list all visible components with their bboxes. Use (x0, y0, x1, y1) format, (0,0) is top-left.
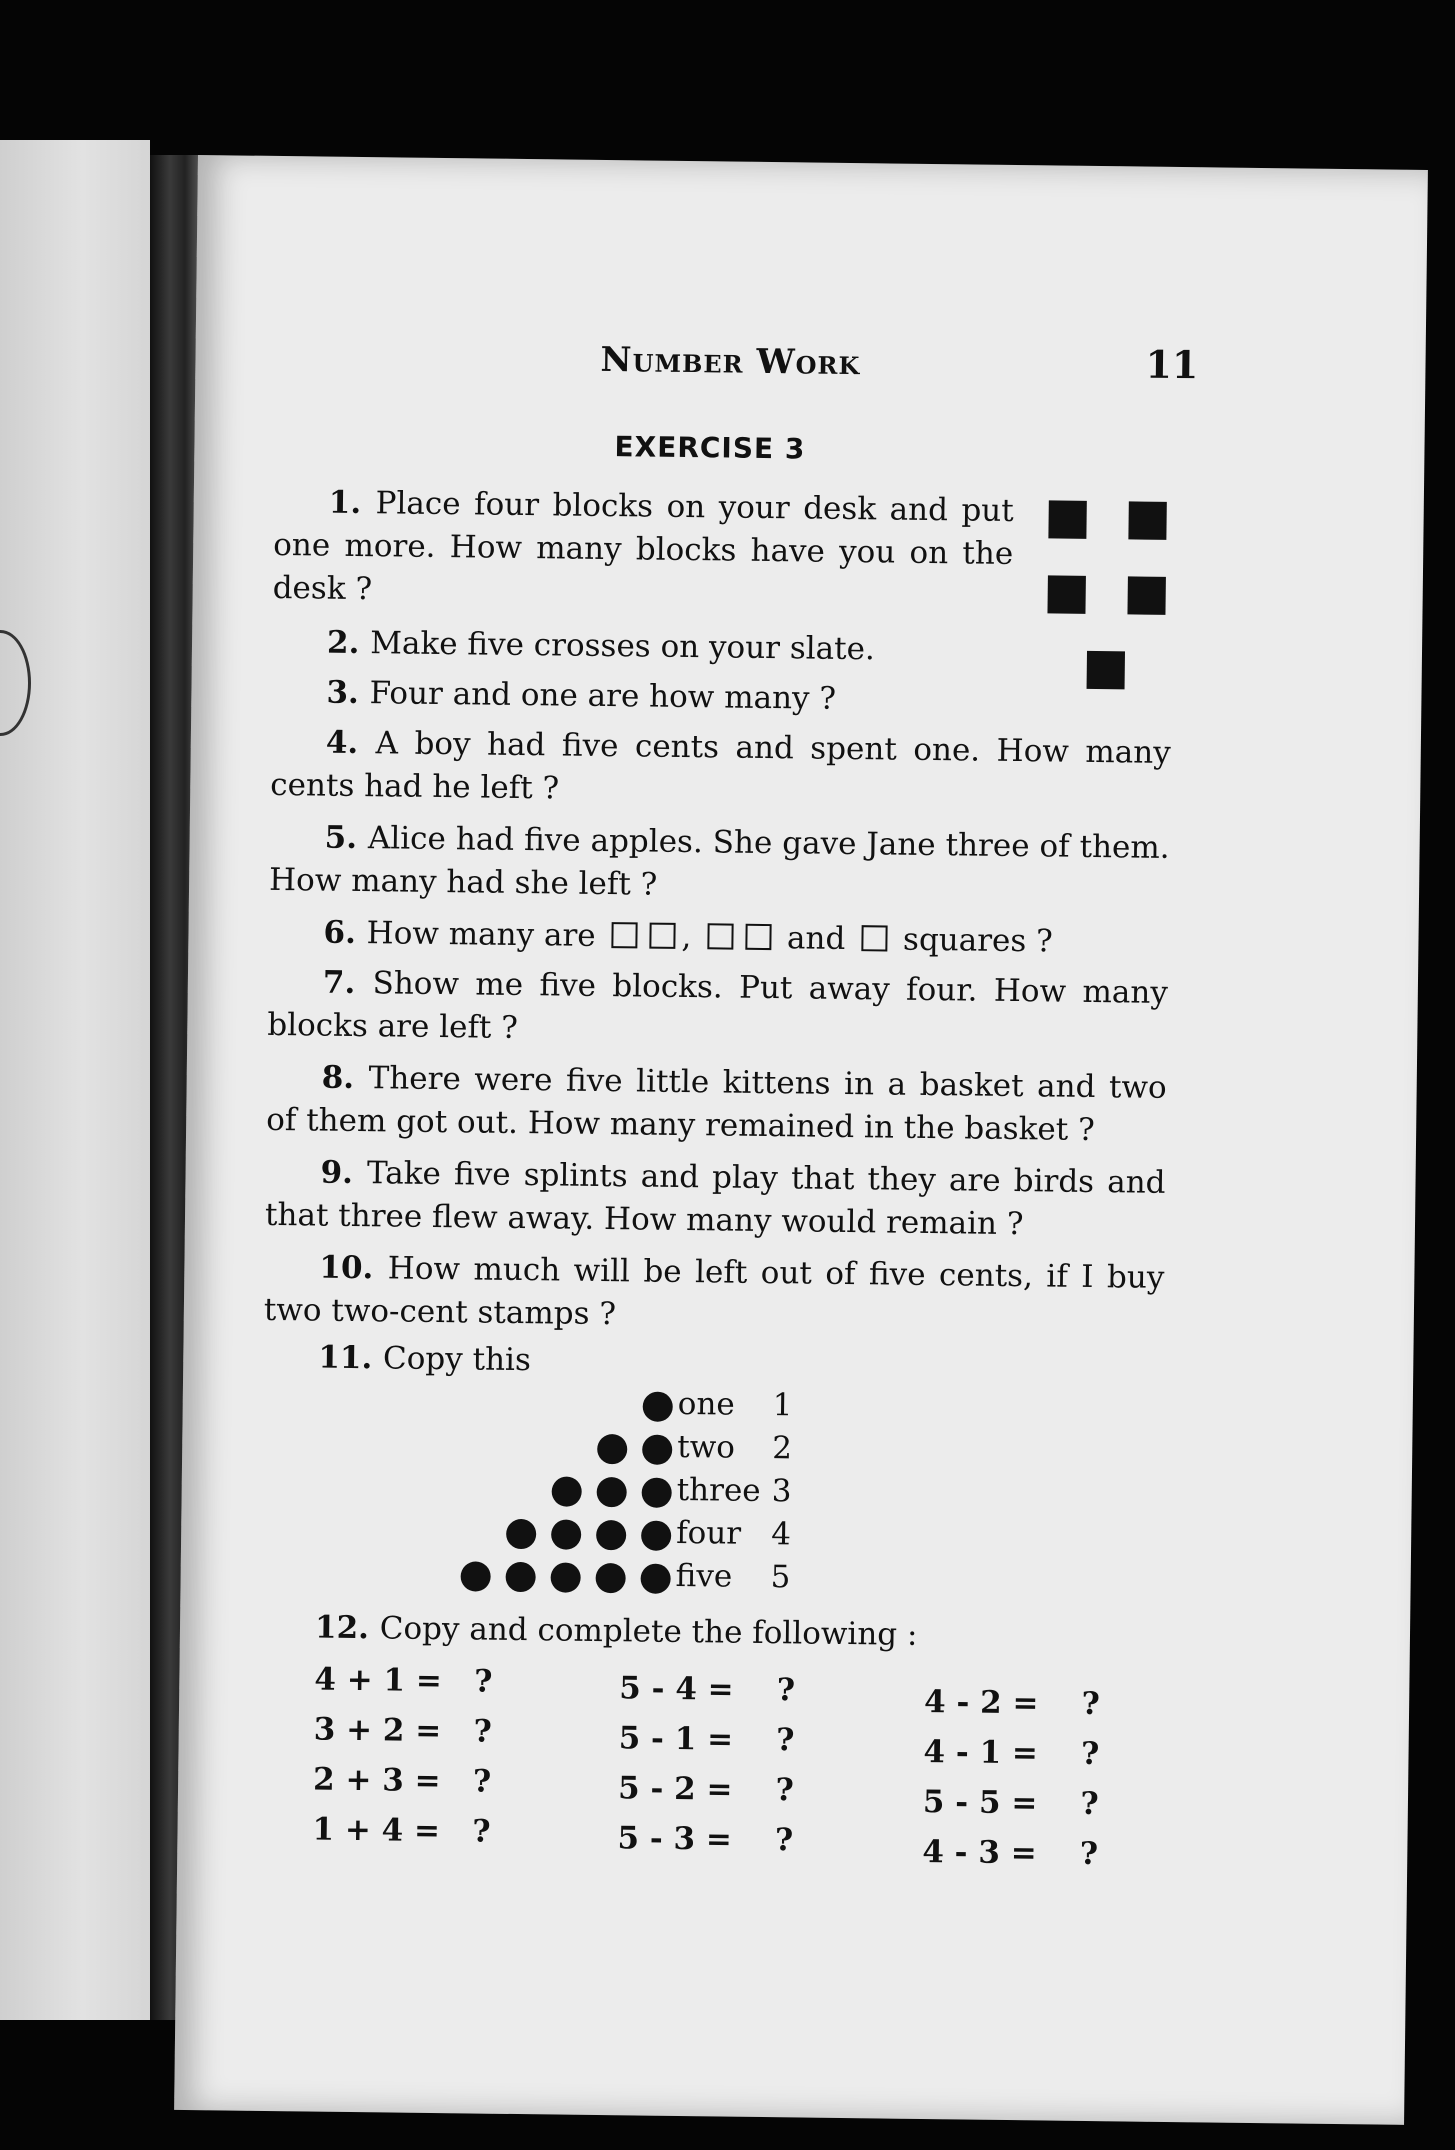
count-word: four (675, 1514, 742, 1552)
count-dot (597, 1434, 627, 1464)
question-9: 9. Take five splints and play that they are birds and that three flew away. How many would remain ? (264, 1154, 1166, 1243)
count-digit: 2 (772, 1430, 793, 1467)
square-icon (649, 923, 675, 949)
count-dot (640, 1564, 670, 1594)
block (1047, 575, 1085, 613)
count-dot (597, 1477, 627, 1507)
equation: 5 - 5 = ? (922, 1783, 1099, 1823)
facing-page-edge (0, 140, 150, 2020)
question-11: 11. Copy this (318, 1339, 532, 1379)
count-dot (643, 1392, 673, 1422)
count-dot (550, 1562, 580, 1592)
count-dot (642, 1435, 672, 1465)
equation: 4 + 1 = ? (314, 1661, 493, 1700)
equation: 4 - 3 = ? (922, 1833, 1099, 1873)
page-number: 11 (1145, 341, 1199, 388)
equation: 1 + 4 = ? (312, 1811, 491, 1850)
count-digit: 5 (770, 1559, 791, 1596)
count-dot (641, 1521, 671, 1551)
count-digit: 3 (771, 1473, 792, 1510)
running-header: Number Work (600, 339, 861, 384)
book-page (174, 155, 1428, 2125)
count-dot (595, 1563, 625, 1593)
question-8: 8. There were five little kittens in a basket and two of them got out. How many remained in the basket ? (265, 1059, 1167, 1149)
count-dot (505, 1562, 535, 1592)
equation: 5 - 2 = ? (617, 1770, 794, 1809)
question-3: 3. Four and one are how many ? (326, 674, 837, 717)
question-12: 12. Copy and complete the following : (314, 1609, 918, 1653)
equation: 4 - 2 = ? (923, 1683, 1101, 1723)
count-dot (506, 1519, 536, 1549)
count-word: two (677, 1428, 736, 1466)
count-dot (552, 1476, 582, 1506)
block (1127, 576, 1165, 614)
question-5: 5. Alice had five apples. She gave Jane three of them. How many had she left ? (268, 819, 1170, 903)
question-7: 7. Show me five blocks. Put away four. How many blocks are left ? (267, 964, 1169, 1046)
equation: 5 - 3 = ? (617, 1820, 794, 1859)
count-digit: 4 (770, 1516, 792, 1553)
block (1048, 500, 1086, 538)
count-dot (642, 1478, 672, 1508)
equation: 3 + 2 = ? (313, 1711, 492, 1750)
question-6: 6. How many are , and squares ? (323, 914, 1054, 960)
count-dot (596, 1520, 626, 1550)
equation: 2 + 3 = ? (312, 1761, 492, 1800)
equation: 5 - 1 = ? (618, 1720, 795, 1759)
count-digit: 1 (772, 1387, 793, 1424)
seal-mark (0, 630, 31, 736)
exercise-title: EXERCISE 3 (614, 430, 806, 466)
block (1128, 501, 1166, 539)
count-dot (551, 1519, 581, 1549)
square-icon (861, 925, 887, 951)
count-word: three (676, 1471, 761, 1509)
question-10: 10. How much will be left out of five cents, if I buy two two-cent stamps ? (263, 1249, 1165, 1333)
question-1: 1. Place four blocks on your desk and put one more. How many blocks have you on the desk ? (272, 484, 1014, 608)
square-icon (745, 924, 771, 950)
blocks-figure (198, 155, 1428, 170)
square-icon (611, 922, 637, 948)
square-icon (707, 923, 733, 949)
equation: 4 - 1 = ? (923, 1733, 1100, 1773)
block (1087, 651, 1125, 689)
equation: 5 - 4 = ? (619, 1670, 796, 1709)
count-word: one (677, 1385, 735, 1423)
count-word: five (675, 1557, 733, 1595)
counting-figure (260, 1381, 863, 1618)
question-2: 2. Make five crosses on your slate. (326, 624, 876, 668)
question-4: 4. A boy had five cents and spent one. How many cents had he left ? (270, 724, 1171, 807)
count-dot (460, 1561, 490, 1591)
